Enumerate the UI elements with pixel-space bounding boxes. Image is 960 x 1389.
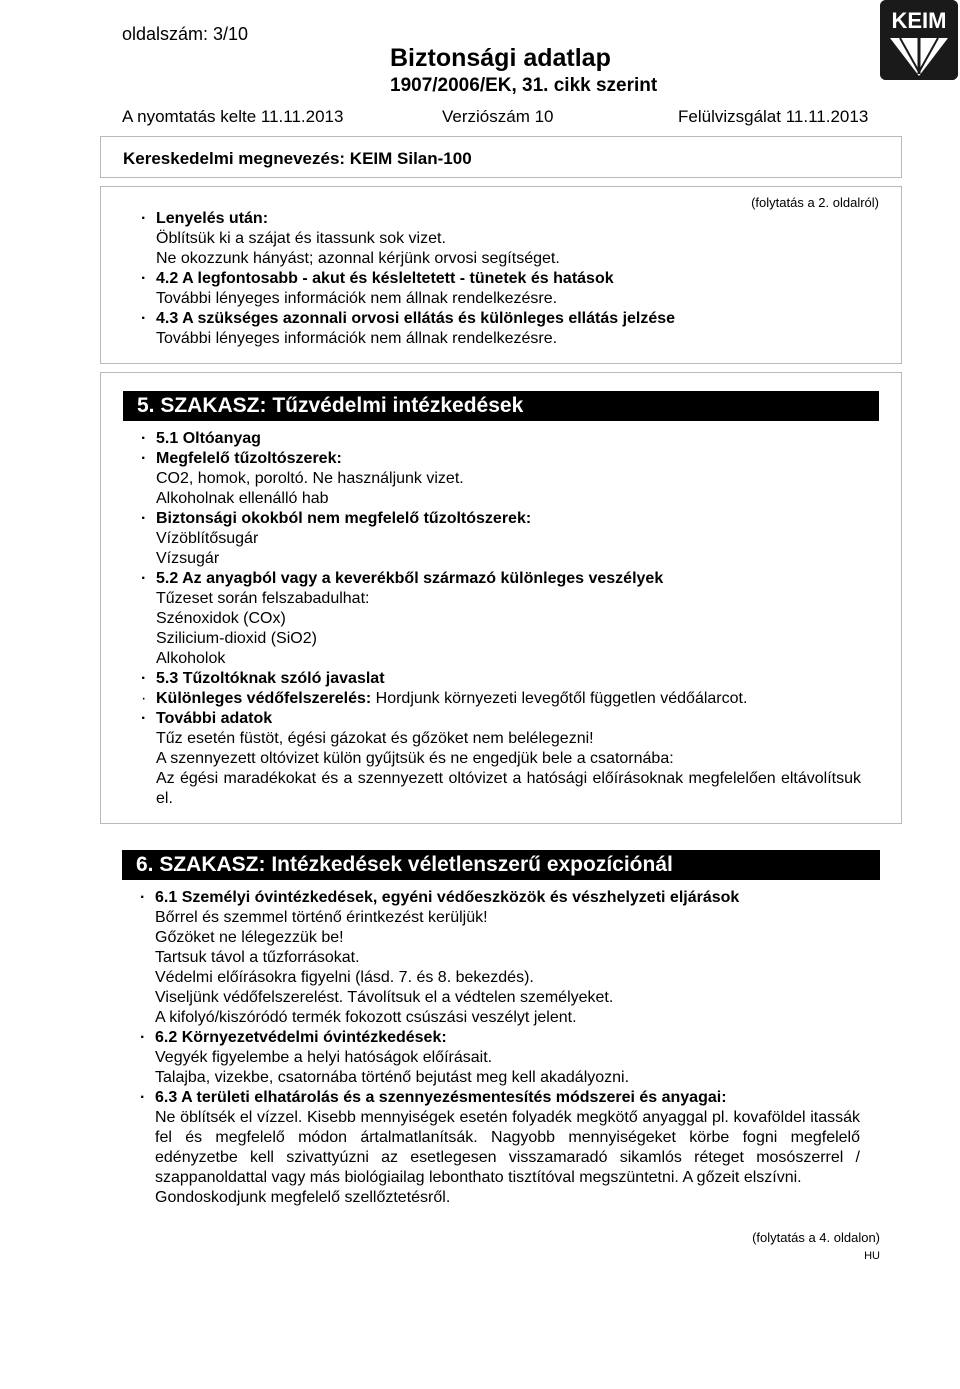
further-info-text: Tűz esetén füstöt, égési gázokat és gőzöket nem belélegezni!: [156, 730, 594, 747]
section-5-2-text: Tűzeset során felszabadulhat:: [156, 590, 370, 607]
page-number: oldalszám: 3/10: [122, 24, 249, 44]
section-6-1-text: Tartsuk távol a tűzforrásokat.: [155, 949, 360, 966]
section-4-3-heading: 4.3 A szükséges azonnali orvosi ellátás és különleges ellátás jelzése: [156, 310, 676, 327]
section-4-2-text: További lényeges információk nem állnak rendelkezésre.: [156, 290, 558, 307]
unsuitable-media-heading: Biztonsági okokból nem megfelelő tűzoltószerek:: [156, 510, 532, 527]
section-6-2-text: Vegyék figyelembe a helyi hatóságok előírásait.: [155, 1049, 493, 1066]
section-4-continuation: (folytatás a 2. oldalról) · Lenyelés után: Öblítsük ki a szájat és itassunk sok vizet. Ne okozzunk hányást; azonnal kérjünk orvosi segítséget. · 4.2 A legfontosabb - akut és késleltetett - tünetek és hatások További lényeges információk nem állnak rendelkezésre. · 4.3 A szükséges azonnali orvosi ellátás és különleges ellátás jelzése További lényeges információk nem állnak rendelkezésre.: [100, 186, 902, 364]
section-5-2-heading: 5.2 Az anyagból vagy a keverékből származó különleges veszélyek: [156, 570, 664, 587]
section-4-2-heading: 4.2 A legfontosabb - akut és késleltetett - tünetek és hatások: [156, 270, 614, 287]
print-date: A nyomtatás kelte 11.11.2013: [122, 107, 344, 126]
suitable-media-text: Alkoholnak ellenálló hab: [156, 490, 329, 507]
document-title: Biztonsági adatlap: [390, 44, 611, 72]
further-info-text: Az égési maradékokat és a szennyezett oltóvizet a hatósági előírásoknak megfelelően eltávolítsuk el.: [156, 770, 861, 807]
section-5-2-text: Szilicium-dioxid (SiO2): [156, 630, 317, 647]
ingestion-text: Öblítsük ki a szájat és itassunk sok vizet.: [156, 230, 446, 247]
section-6-1-heading: 6.1 Személyi óvintézkedések, egyéni védőeszközök és vészhelyzeti eljárások: [155, 889, 740, 906]
revision-date: Felülvizsgálat 11.11.2013: [678, 107, 869, 126]
section-4-3-text: További lényeges információk nem állnak rendelkezésre.: [156, 330, 558, 347]
section-6-1-text: Viseljünk védőfelszerelést. Távolítsuk el a védtelen személyeket.: [155, 989, 614, 1006]
protective-equipment-text: Hordjunk környezeti levegőtől független védőálarcot.: [375, 690, 748, 707]
section-6-2-text: Talajba, vizekbe, csatornába történő bejutást meg kell akadályozni.: [155, 1069, 630, 1086]
version-number: Verziószám 10: [442, 107, 554, 126]
trade-name-box: [100, 136, 902, 178]
section-6-banner: 6. SZAKASZ: Intézkedések véletlenszerű expozíciónál: [122, 850, 880, 880]
trade-name: Kereskedelmi megnevezés: KEIM Silan-100: [123, 149, 472, 168]
protective-equipment-heading: Különleges védőfelszerelés:: [156, 690, 372, 707]
continued-to-note: (folytatás a 4. oldalon): [752, 1230, 880, 1245]
section-5-2-text: Szénoxidok (COx): [156, 610, 286, 627]
section-6-2-heading: 6.2 Környezetvédelmi óvintézkedések:: [155, 1029, 447, 1046]
further-info-text: A szennyezett oltóvizet külön gyűjtsük és ne engedjük bele a csatornába:: [156, 750, 674, 767]
continued-from-note: (folytatás a 2. oldalról): [751, 195, 879, 210]
regulation-reference: 1907/2006/EK, 31. cikk szerint: [390, 75, 658, 96]
ingestion-heading: Lenyelés után:: [156, 210, 269, 227]
section-6-1-text: Bőrrel és szemmel történő érintkezést kerüljük!: [155, 909, 488, 926]
unsuitable-media-text: Vízöblítősugár: [156, 530, 259, 547]
section-5-3-heading: 5.3 Tűzoltóknak szóló javaslat: [156, 670, 385, 687]
ingestion-text: Ne okozzunk hányást; azonnal kérjünk orvosi segítséget.: [156, 250, 560, 267]
section-6-1-text: Gőzöket ne lélegezzük be!: [155, 929, 344, 946]
suitable-media-text: CO2, homok, poroltó. Ne használjunk vizet.: [156, 470, 464, 487]
section-6-3-text: Gondoskodjunk megfelelő szellőztetésről.: [155, 1189, 451, 1206]
language-code: HU: [864, 1250, 880, 1262]
section-5-box: 5. SZAKASZ: Tűzvédelmi intézkedések · 5.1 Oltóanyag · Megfelelő tűzoltószerek: CO2, homok, poroltó. Ne használjunk vizet. Alkoholnak ellenálló hab · Biztonsági okokból nem megfelelő tűzoltószerek: Vízöblítősugár Vízsugár · 5.2 Az anyagból vagy a keverékből származó különleges veszélyek Tűzeset során felszabadulhat: Szénoxidok (COx) Szilicium-dioxid (SiO2) Alkoholok · 5.3 Tűzoltóknak szóló javaslat · Különleges védőfelszerelés: Hordjunk környezeti levegőtől független védőálarcot. · További adatok Tűz esetén füstöt, égési gázokat és gőzöket nem belélegezni! A szennyezett oltóvizet külön gyűjtsük és ne engedjük bele a csatornába: Az égési maradékokat és a szennyezett oltóvizet a hatósági előírásoknak megfelelően eltávolítsuk el.: [100, 372, 902, 824]
section-6-3-heading: 6.3 A területi elhatárolás és a szennyezésmentesítés módszerei és anyagai:: [155, 1089, 727, 1106]
svg-text:KEIM: KEIM: [891, 8, 947, 33]
section-6-1-text: A kifolyó/kiszóródó termék fokozott csúszási veszélyt jelent.: [155, 1009, 577, 1026]
section-5-2-text: Alkoholok: [156, 650, 226, 667]
suitable-media-heading: Megfelelő tűzoltószerek:: [156, 450, 342, 467]
section-5-1-heading: 5.1 Oltóanyag: [156, 430, 261, 447]
unsuitable-media-text: Vízsugár: [156, 550, 220, 567]
section-5-banner: 5. SZAKASZ: Tűzvédelmi intézkedések: [123, 391, 879, 421]
section-6-3-paragraph: Ne öblítsék el vízzel. Kisebb mennyiségek esetén folyadék megkötő anyaggal pl. kovaföldel itassák fel és megfelelő módon ártalmatlanítsák. Nagyobb mennyiségeket körbe fogni megfelelő edényzetbe kell szivattyúzni az esetlegesen visszamaradó sikamlós réteget mosószerrel / szappanoldattal vagy más biológiailag lebonthato tisztítóval megszüntetni. A gőzeit elszívni.: [155, 1109, 860, 1186]
section-6-box: 6. SZAKASZ: Intézkedések véletlenszerű expozíciónál · 6.1 Személyi óvintézkedések, egyéni védőeszközök és vészhelyzeti eljárások Bőrrel és szemmel történő érintkezést kerüljük! Gőzöket ne lélegezzük be! Tartsuk távol a tűzforrásokat. Védelmi előírásokra figyelni (lásd. 7. és 8. bekezdés). Viseljünk védőfelszerelést. Távolítsuk el a védtelen személyeket. A kifolyó/kiszóródó termék fokozott csúszási veszélyt jelent. · 6.2 Környezetvédelmi óvintézkedések: Vegyék figyelembe a helyi hatóságok előírásait. Talajba, vizekbe, csatornába történő bejutást meg kell akadályozni. · 6.3 A területi elhatárolás és a szennyezésmentesítés módszerei és anyagai: Ne öblítsék el vízzel. Kisebb mennyiségek esetén folyadék megkötő anyaggal pl. kovaföldel itassák fel és megfelelő módon ártalmatlanítsák. Nagyobb mennyiségeket körbe fogni megfelelő edényzetbe kell szivattyúzni az esetlegesen visszamaradó sikamlós réteget mosószerrel / szappanoldattal vagy más biológiailag lebonthato tisztítóval megszüntetni. A gőzeit elszívni. Gondoskodjunk megfelelő szellőztetésről. (folytatás a 4. oldalon) HU: [100, 832, 902, 1264]
keim-logo: [880, 0, 958, 80]
further-info-heading: További adatok: [156, 710, 273, 727]
section-6-1-text: Védelmi előírásokra figyelni (lásd. 7. és 8. bekezdés).: [155, 969, 534, 986]
